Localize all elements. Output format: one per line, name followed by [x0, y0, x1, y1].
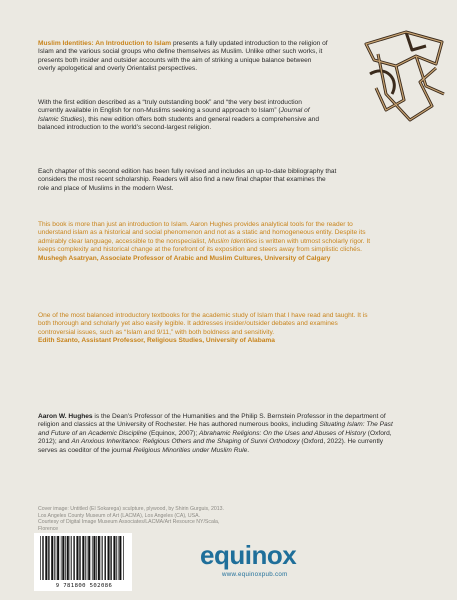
journal-name: Journal of Islamic Studies [38, 107, 310, 123]
endorsement-2-text: One of the most balanced introductory textbooks for the academic study of Islam that I have read and taught. It is both thorough and scholarly yet also easily legible. It addresses insider/outsider debates and examines controversial issues, such as “Islam and 9/11,” with both boldness and sensitivity. [38, 312, 368, 336]
bio-text-3: (Oxford, 2012); and [38, 429, 392, 446]
book-title: Muslim Identities: An Introduction to Islam [38, 40, 172, 47]
author-name: Aaron W. Hughes [38, 413, 93, 420]
barcode-bars [40, 536, 126, 580]
isbn-barcode [34, 533, 132, 591]
edition-paragraph [38, 99, 328, 133]
publisher-logo [200, 540, 340, 582]
endorsement-1-text-2: is written with utmost scholarly rigor. It keeps complexity and historical change at the forefront of its exposition and steers away from simplistic clichés. [38, 237, 371, 254]
bio-journal: Religious Minorities under Muslim Rule [133, 446, 248, 454]
endorsement-2 [38, 312, 373, 346]
credit-line: Cover image: Untitled (El Sokarega) sculpture, plywood, by Shirin Gurguis, 2013. [38, 506, 224, 512]
credit-line: Los Angeles County Museum of Art (LACMA), Los Angeles (CA), USA. [38, 512, 201, 519]
author-bio [38, 413, 393, 455]
bio-book-3: An Anxious Inheritance: Religious Others and the Shaping of Sunni Orthodoxy [71, 438, 300, 446]
bio-book-2: Abrahamic Religions: On the Uses and Abuses of History [199, 429, 366, 437]
intro-paragraph [38, 40, 328, 74]
bio-text-2: (Equinox, 2007); [146, 429, 200, 437]
isbn-number: 9 781800 502086 [55, 583, 113, 589]
publisher-url: www.equinoxpub.com [222, 571, 288, 578]
edition-text-1: With the first edition described as a “truly outstanding book” and “the very best introduction currently available in English for non-Muslims seeking a sound approach to Islam” ( [38, 99, 302, 115]
chapters-paragraph: Each chapter of this second edition has been fully revised and includes an up-to-date bibliography that considers the most recent scholarship. Readers will also find a new final chapter that examines the role and place of Muslims in the modern West. [38, 168, 337, 192]
endorsement-1 [38, 221, 373, 263]
sculpture-image [356, 24, 452, 134]
bio-text-4: (Oxford, 2022). He currently serves as coeditor of the journal [38, 438, 384, 454]
endorsement-1-text-1: This book is more than just an introduction to Islam. Aaron Hughes provides analytical tools for the reader to understand islam as a historical and social phenomenon and not as a static and homogeneous entity. Despite its admirably clear language, accessible to the nonspecialist, [38, 221, 366, 245]
intro-text: presents a fully updated introduction to the religion of Islam and the various social groups who define themselves as Muslim. Unlike other such works, it presents both insider and outsider accounts with the aim of striking a unique balance between overly apologetical and overly Orientalist perspectives. [38, 40, 328, 73]
credit-line: Florence [38, 525, 59, 532]
edition-text-2: ), this new edition offers both students and general readers a comprehensive and balanced introduction to the world’s second-largest religion. [38, 115, 320, 132]
endorsement-1-book-title: Muslim Identities [208, 237, 258, 245]
credit-line: Courtesy of Digital Image Museum Associates/LACMA/Art Resource NY/Scala, [38, 519, 220, 526]
cover-image-credits [38, 506, 278, 532]
publisher-name: equinox [200, 540, 297, 570]
bio-text-5: . [247, 446, 250, 454]
bio-text-1: is the Dean’s Professor of the Humanities and the Philip S. Bernstein Professor in the department of religion and classics at the University of Rochester. He has authored numerous books, including [38, 413, 386, 429]
endorsement-2-attribution: Edith Szanto, Assistant Professor, Religious Studies, University of Alabama [38, 337, 275, 345]
bio-book-1: Situating Islam: The Past and Future of an Academic Discipline [38, 421, 393, 437]
endorsement-1-attribution: Mushegh Asatryan, Associate Professor of Arabic and Muslim Cultures, University of Calgary [38, 254, 331, 262]
